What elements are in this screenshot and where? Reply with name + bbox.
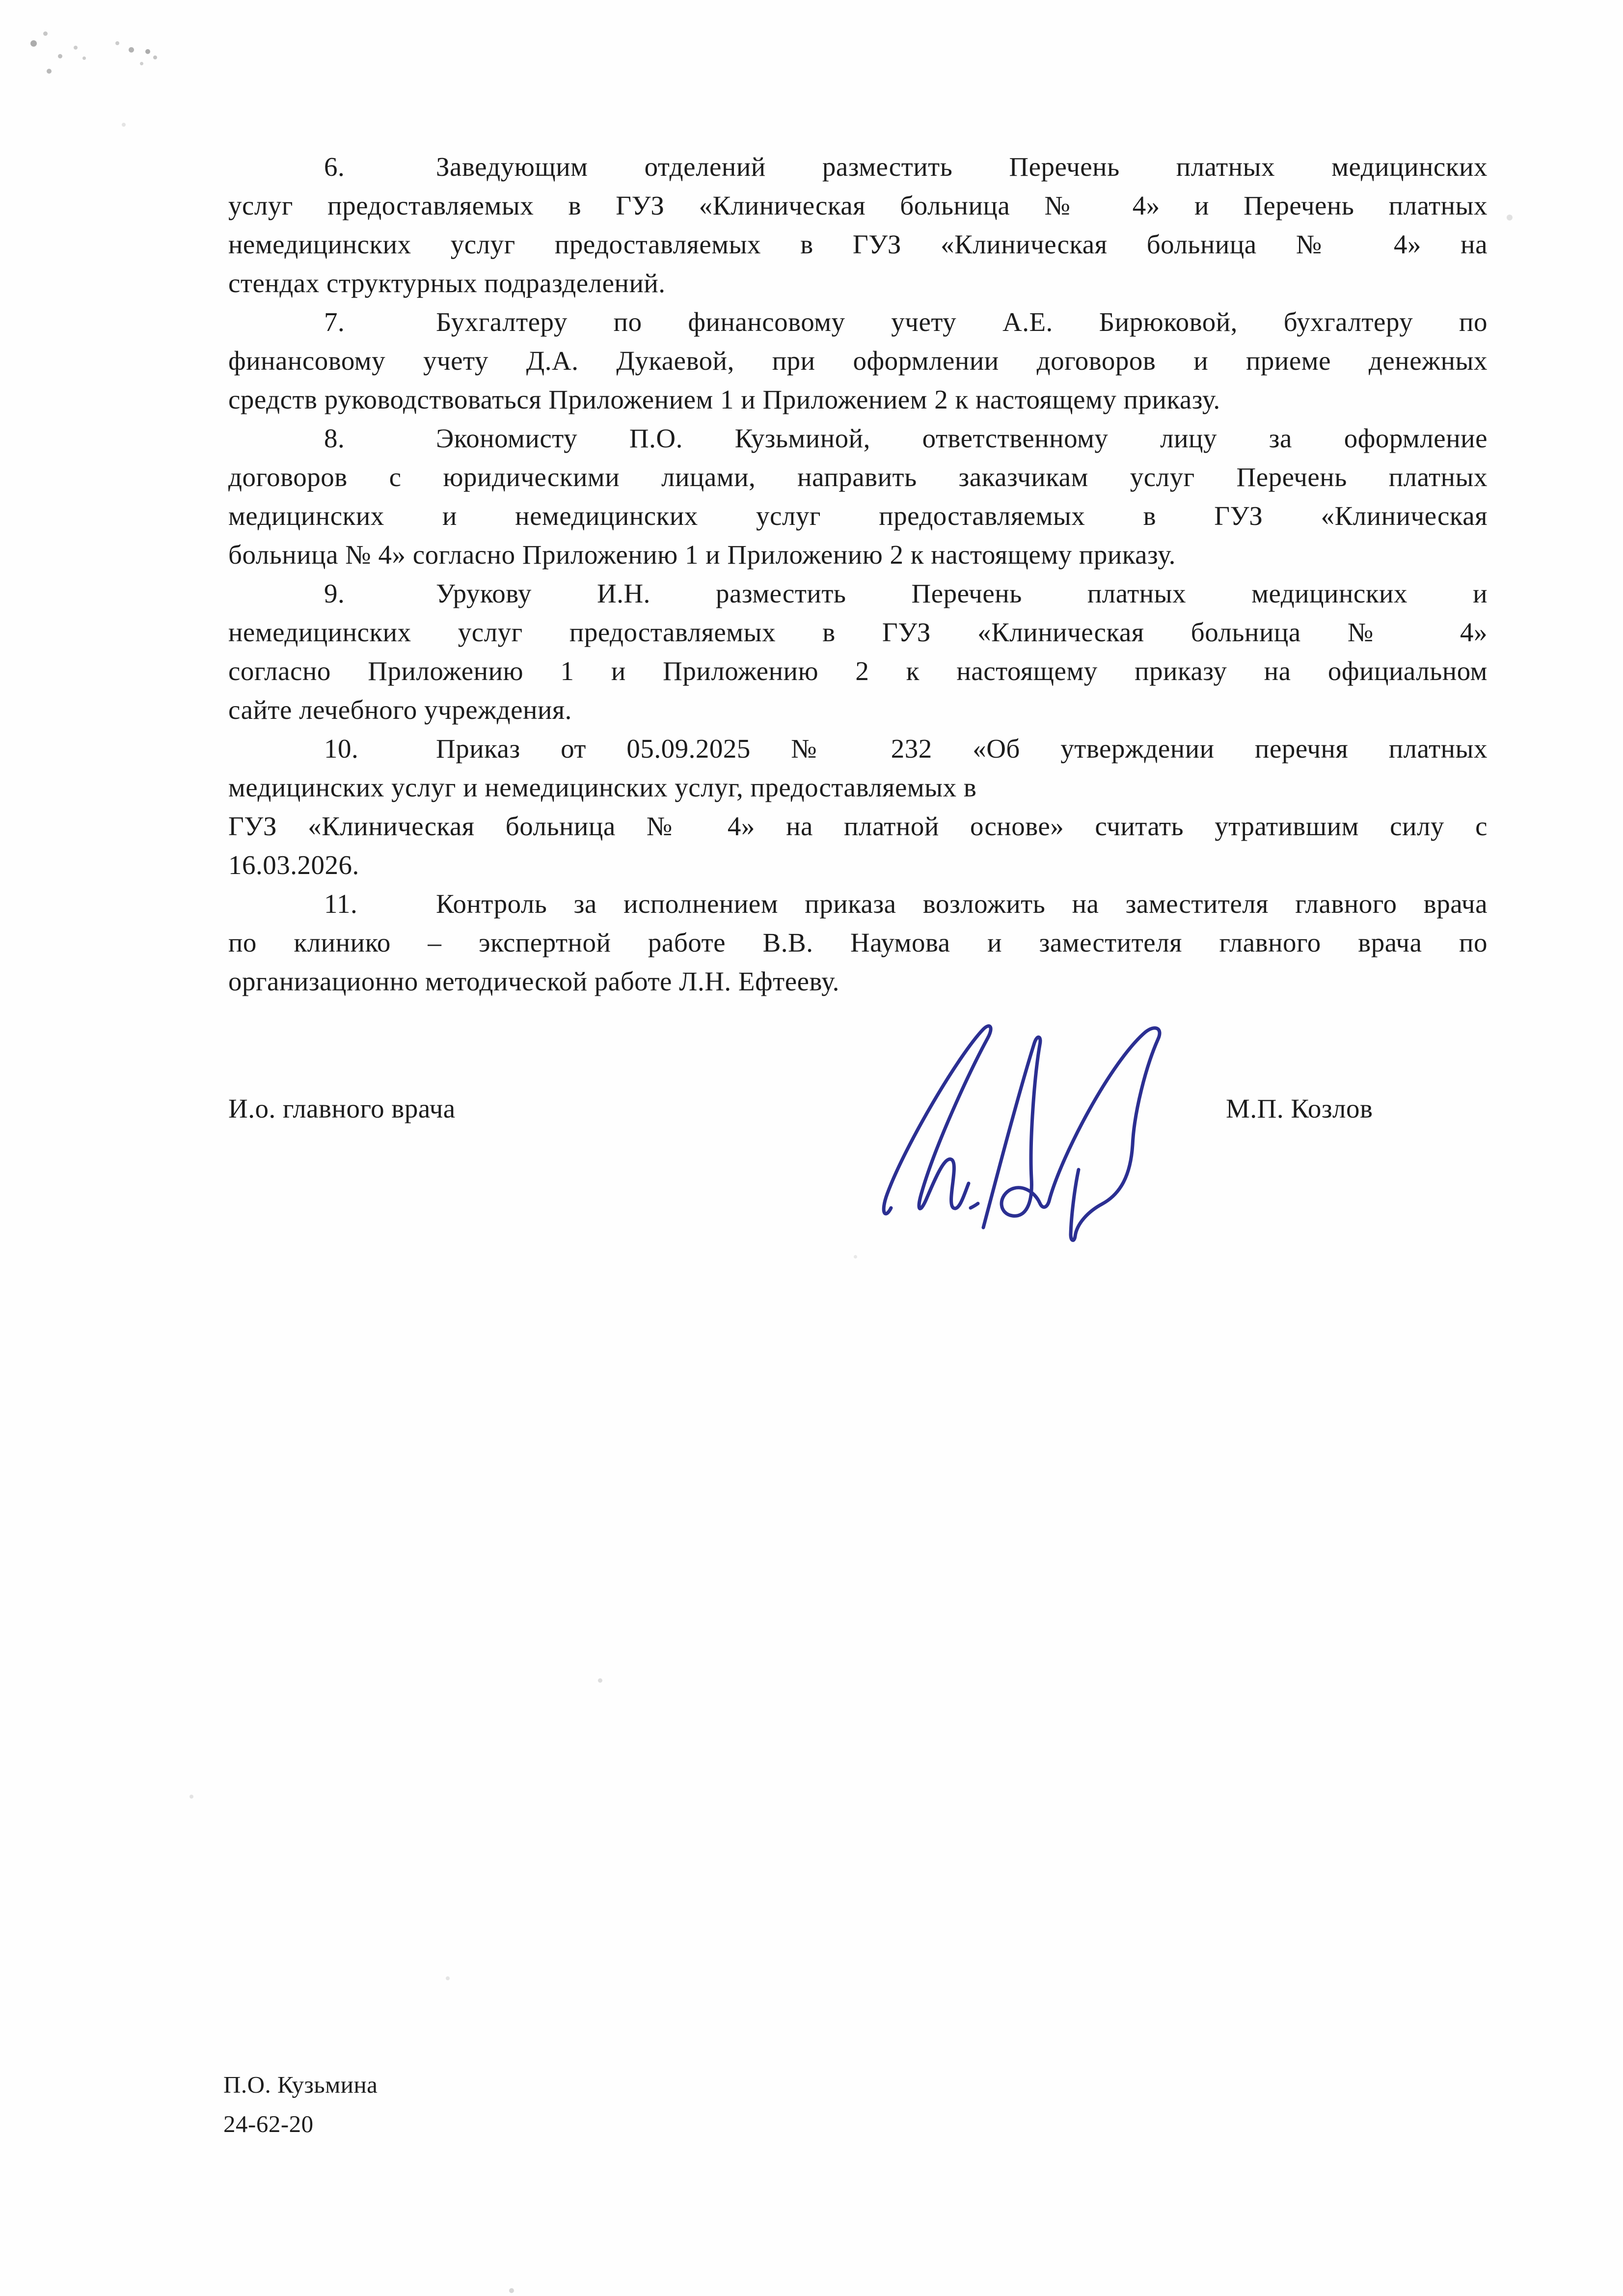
order-item-line: стендах структурных подразделений.: [228, 268, 666, 298]
scan-speck: [189, 1795, 193, 1799]
item-number: 7.: [324, 307, 345, 337]
order-item-line: по клинико – экспертной работе В.В. Наумова и заместителя главного врача по: [228, 928, 1488, 957]
scan-speck: [82, 56, 86, 60]
scan-speck: [145, 49, 150, 54]
order-item-line: немедицинских услуг предоставляемых в ГУЗ «Клиническая больница № 4»: [228, 617, 1488, 647]
item-number: 10.: [324, 734, 359, 764]
order-item-line: 6. Заведующим отделений разместить Перечень платных медицинских: [228, 147, 1488, 186]
order-item-line: немедицинских услуг предоставляемых в ГУЗ «Клиническая больница № 4» на: [228, 229, 1488, 259]
signer-title: И.о. главного врача: [228, 1093, 456, 1123]
order-item-line: медицинских и немедицинских услуг предоставляемых в ГУЗ «Клиническая: [228, 501, 1488, 531]
order-item-line: договоров с юридическими лицами, направить заказчикам услуг Перечень платных: [228, 462, 1488, 492]
scan-speck: [47, 69, 52, 74]
order-item-line: 16.03.2026.: [228, 850, 359, 880]
order-item-line: финансовому учету Д.А. Дукаевой, при оформлении договоров и приеме денежных: [228, 346, 1488, 376]
order-item-line: 10. Приказ от 05.09.2025 № 232 «Об утверждении перечня платных: [228, 729, 1488, 768]
signer-name: М.П. Козлов: [1226, 1093, 1373, 1123]
item-number: 6.: [324, 152, 345, 182]
order-item-line: 11. Контроль за исполнением приказа возложить на заместителя главного врача: [228, 884, 1488, 923]
scan-speck: [43, 31, 48, 36]
order-item-line: больница № 4» согласно Приложению 1 и Приложению 2 к настоящему приказу.: [228, 540, 1176, 570]
order-item-line: средств руководствоваться Приложением 1 и Приложением 2 к настоящему приказу.: [228, 384, 1220, 414]
executor-name: П.О. Кузьмина: [223, 2071, 378, 2098]
scan-speck: [153, 55, 157, 59]
order-item-line: услуг предоставляемых в ГУЗ «Клиническая больница № 4» и Перечень платных: [228, 191, 1488, 220]
scan-speck: [129, 47, 134, 53]
signature-ink: [866, 1002, 1181, 1247]
scan-speck: [30, 40, 37, 47]
scan-speck: [598, 1678, 602, 1683]
item-number: 9.: [324, 578, 345, 608]
scan-speck: [140, 62, 143, 65]
order-item-line: медицинских услуг и немедицинских услуг, предоставляемых в: [228, 772, 977, 802]
order-item-line: организационно методической работе Л.Н. Ефтееву.: [228, 966, 839, 996]
scan-speck: [122, 123, 126, 127]
executor-block: [223, 2065, 378, 2144]
order-item-line: 8. Экономисту П.О. Кузьминой, ответственному лицу за оформление: [228, 419, 1488, 458]
order-item-line: 9. Урукову И.Н. разместить Перечень платных медицинских и: [228, 574, 1488, 613]
scan-speck: [509, 2288, 514, 2293]
scan-speck: [115, 41, 119, 45]
item-number: 11.: [324, 889, 358, 919]
scan-speck: [446, 1976, 450, 1980]
item-number: 8.: [324, 423, 345, 453]
order-item-line: ГУЗ «Клиническая больница № 4» на платной основе» считать утратившим силу с: [228, 811, 1488, 841]
scan-speck: [1507, 215, 1513, 220]
executor-phone: 24-62-20: [223, 2110, 314, 2137]
order-item-line: согласно Приложению 1 и Приложению 2 к настоящему приказу на официальном: [228, 656, 1488, 686]
order-item-line: сайте лечебного учреждения.: [228, 695, 572, 725]
order-item-line: 7. Бухгалтеру по финансовому учету А.Е. Бирюковой, бухгалтеру по: [228, 302, 1488, 341]
scan-speck: [854, 1255, 857, 1258]
scan-speck: [74, 46, 78, 50]
order-body-text: [228, 147, 1488, 1001]
scan-speck: [58, 54, 62, 58]
